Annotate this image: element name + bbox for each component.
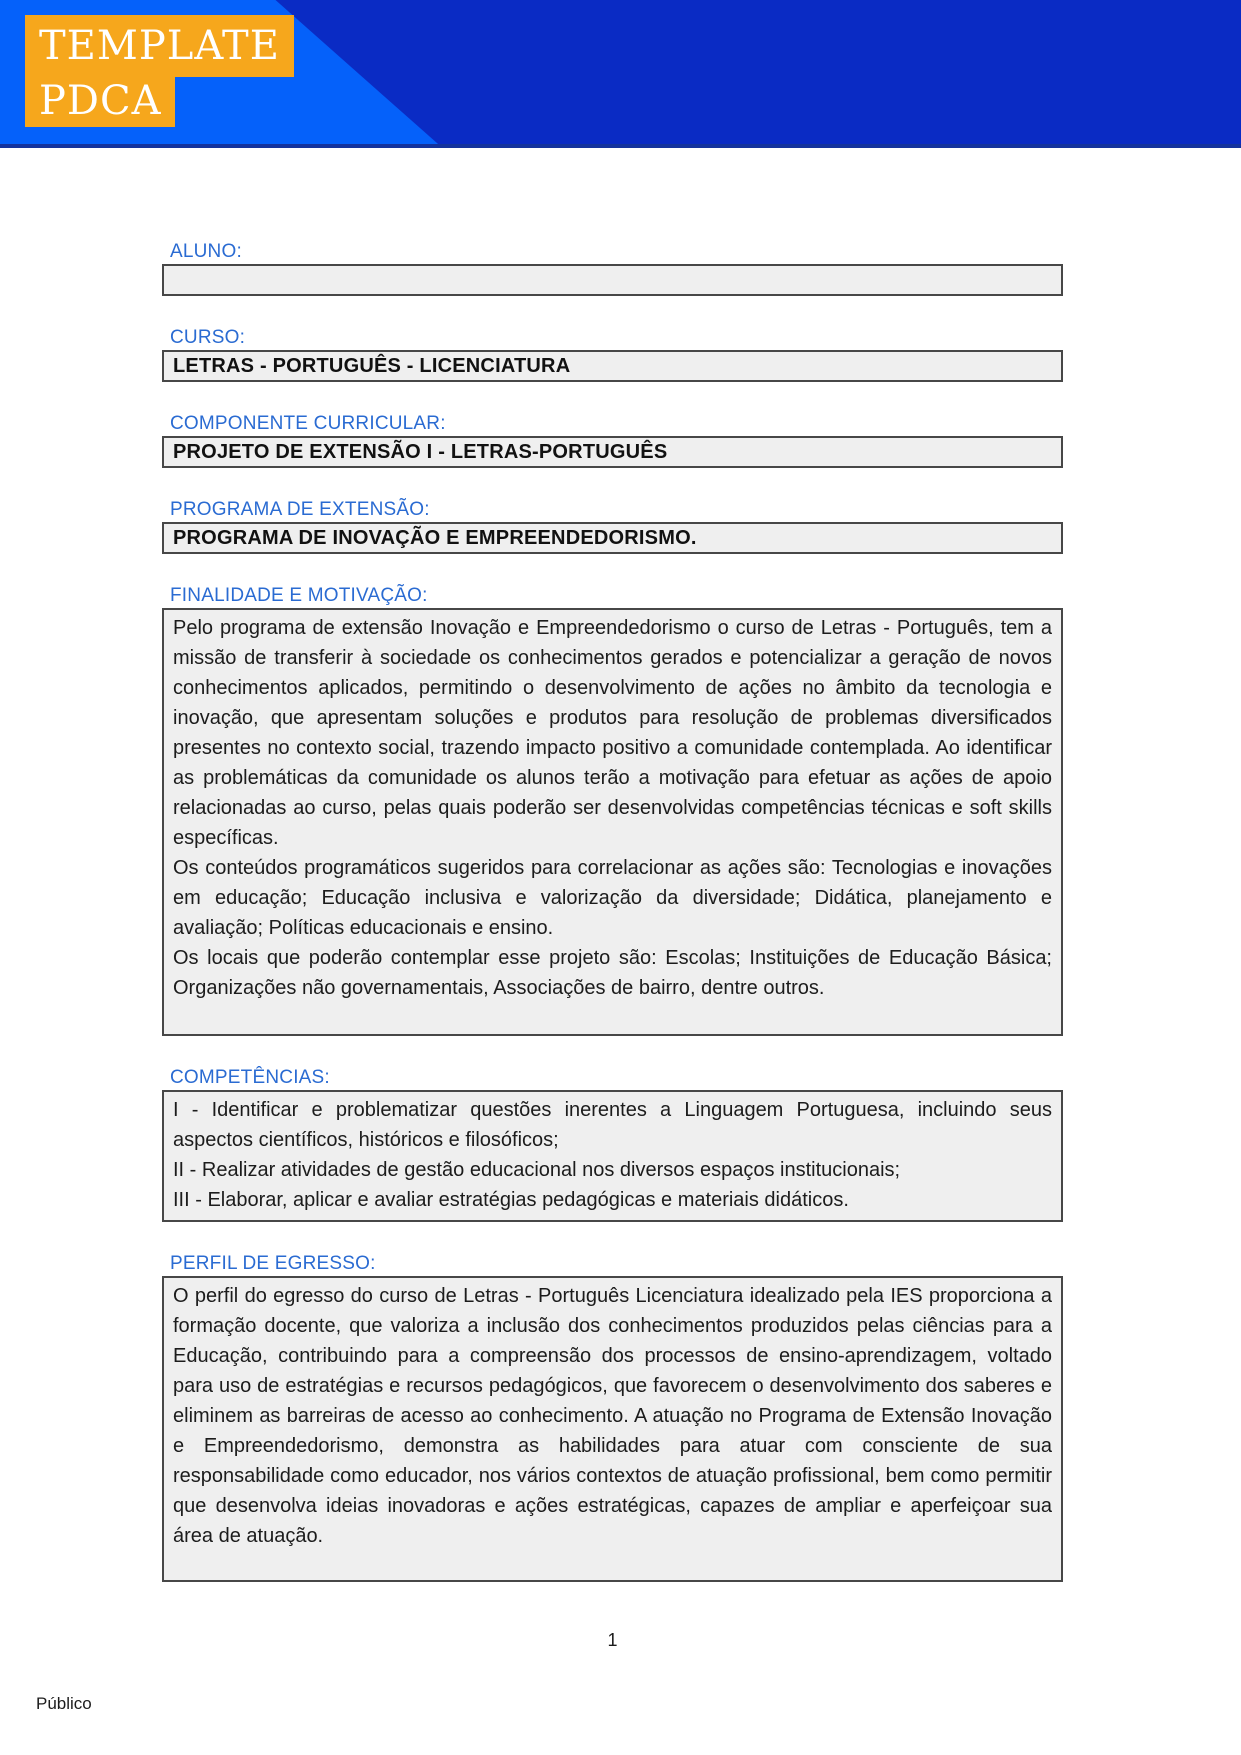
field-value: LETRAS - PORTUGUÊS - LICENCIATURA	[173, 354, 571, 377]
field-componente-curricular	[162, 412, 1063, 468]
classification-label: Público	[36, 1694, 92, 1713]
form-content	[162, 240, 1063, 1612]
field-label: COMPONENTE CURRICULAR:	[170, 413, 446, 434]
field-label: ALUNO:	[170, 241, 242, 262]
field-curso	[162, 326, 1063, 382]
section-competencias	[162, 1066, 1063, 1222]
paragraph: Os conteúdos programáticos sugeridos para correlacionar as ações são: Tecnologias e inovações em educação; Educação inclusiva e valorização da diversidade; Didática, planejamento e avaliação; Políticas educacionais e ensino.	[173, 857, 1052, 939]
field-value: PROGRAMA DE INOVAÇÃO E EMPREENDEDORISMO.	[173, 526, 697, 549]
page-number: 1	[607, 1630, 618, 1650]
paragraph: I - Identificar e problematizar questões inerentes a Linguagem Portuguesa, incluindo seus aspectos científicos, históricos e filosóficos;	[173, 1099, 1052, 1151]
paragraph: II - Realizar atividades de gestão educacional nos diversos espaços institucionais;	[173, 1159, 901, 1181]
field-input-aluno[interactable]	[162, 264, 1063, 296]
paragraph: O perfil do egresso do curso de Letras - Português Licenciatura idealizado pela IES proporciona a formação docente, que valoriza a inclusão dos conhecimentos produzidos pelas ciências para a Educação, contribuindo para a compreensão dos processos de ensino-aprendizagem, voltado para uso de estratégias e recursos pedagógicos, que favorecem o desenvolvimento dos saberes e eliminem as barreiras de acesso ao conhecimento. A atuação no Programa de Extensão Inovação e Empreendedorismo, demonstra as habilidades para atuar com consciente de sua responsabilidade como educador, nos vários contextos de atuação profissional, bem como permitir que desenvolva ideias inovadoras e ações estratégicas, capazes de ampliar e aperfeiçoar sua área de atuação.	[173, 1285, 1052, 1547]
pdca-logo	[25, 15, 294, 127]
section-textarea-competencias[interactable]	[162, 1090, 1063, 1222]
section-perfil-egresso	[162, 1252, 1063, 1582]
field-input-curso[interactable]	[162, 350, 1063, 382]
field-label: PROGRAMA DE EXTENSÃO:	[170, 499, 430, 520]
logo-text-template: TEMPLATE	[25, 15, 294, 77]
field-input-programa-extensao[interactable]	[162, 522, 1063, 554]
logo-text-pdca: PDCA	[25, 77, 175, 127]
paragraph: Pelo programa de extensão Inovação e Empreendedorismo o curso de Letras - Português, tem a missão de transferir à sociedade os conhecimentos gerados e potencializar a geração de novos conhecimentos aplicados, permitindo o desenvolvimento de ações no âmbito da tecnologia e inovação, que apresentam soluções e produtos para resolução de problemas diversificados presentes no contexto social, trazendo impacto positivo a comunidade contemplada. Ao identificar as problemáticas da comunidade os alunos terão a motivação para efetuar as ações de apoio relacionadas ao curso, pelas quais poderão ser desenvolvidas competências técnicas e soft skills específicas.	[173, 617, 1052, 849]
section-textarea-perfil-egresso[interactable]	[162, 1276, 1063, 1582]
section-textarea-finalidade[interactable]	[162, 608, 1063, 1036]
field-programa-extensao	[162, 498, 1063, 554]
section-finalidade-motivacao	[162, 584, 1063, 1036]
paragraph: Os locais que poderão contemplar esse projeto são: Escolas; Instituições de Educação Básica; Organizações não governamentais, Associações de bairro, dentre outros.	[173, 947, 1052, 999]
section-label: COMPETÊNCIAS:	[170, 1067, 330, 1088]
section-label: PERFIL DE EGRESSO:	[170, 1253, 376, 1274]
field-aluno	[162, 240, 1063, 296]
field-input-componente-curricular[interactable]	[162, 436, 1063, 468]
paragraph: III - Elaborar, aplicar e avaliar estratégias pedagógicas e materiais didáticos.	[173, 1189, 849, 1211]
section-label: FINALIDADE E MOTIVAÇÃO:	[170, 585, 428, 606]
field-value: PROJETO DE EXTENSÃO I - LETRAS-PORTUGUÊS	[173, 440, 668, 463]
field-label: CURSO:	[170, 327, 246, 348]
header-banner	[0, 0, 1241, 148]
